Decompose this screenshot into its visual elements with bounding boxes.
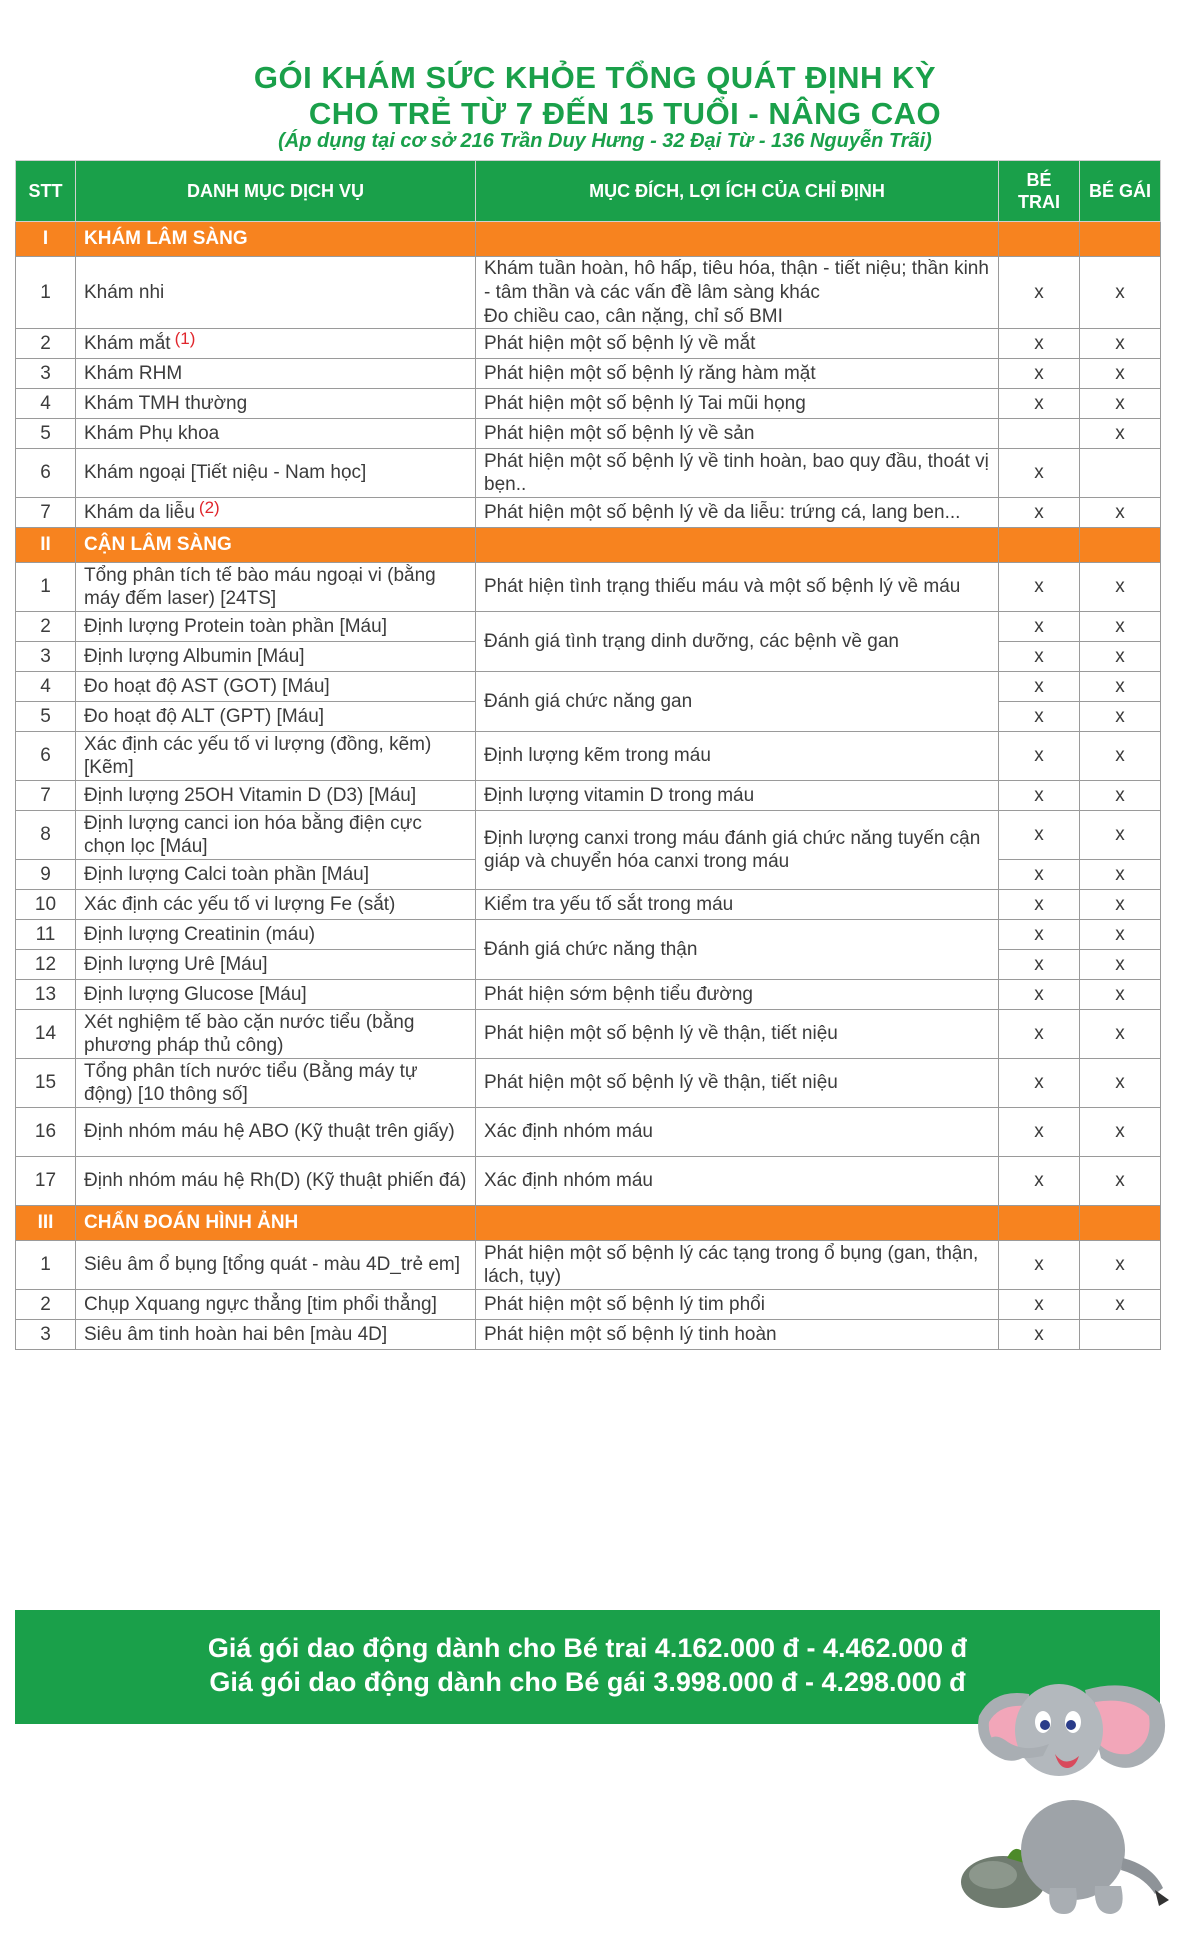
section-title: CHẨN ĐOÁN HÌNH ẢNH <box>76 1206 476 1241</box>
row-stt: 4 <box>16 389 76 419</box>
row-service <box>76 329 476 359</box>
table-row <box>16 449 1161 498</box>
row-purpose <box>476 890 999 920</box>
service-name: Xác định các yếu tố vi lượng (đồng, kẽm) [Kẽm] <box>84 733 432 779</box>
row-stt: 6 <box>16 732 76 781</box>
section-row <box>16 1206 1161 1241</box>
row-stt: 12 <box>16 950 76 980</box>
row-service <box>76 257 476 329</box>
row-purpose <box>476 1157 999 1206</box>
section-number: III <box>16 1206 76 1241</box>
row-service <box>76 702 476 732</box>
table-row <box>16 419 1161 449</box>
row-purpose <box>476 329 999 359</box>
row-boy-check: x <box>999 950 1080 980</box>
section-fill <box>999 1206 1080 1241</box>
row-boy-check: x <box>999 563 1080 612</box>
row-service <box>76 920 476 950</box>
section-title: CẬN LÂM SÀNG <box>76 528 476 563</box>
row-stt: 4 <box>16 672 76 702</box>
row-purpose <box>476 1290 999 1320</box>
table-row <box>16 920 1161 950</box>
table-row <box>16 1290 1161 1320</box>
section-fill <box>476 528 999 563</box>
table-row <box>16 389 1161 419</box>
row-service <box>76 1010 476 1059</box>
table-row <box>16 563 1161 612</box>
table-row <box>16 1157 1161 1206</box>
service-name: Khám da liễu <box>84 501 195 523</box>
section-fill <box>999 222 1080 257</box>
service-name: Khám ngoại [Tiết niệu - Nam học] <box>84 462 367 484</box>
row-service <box>76 1108 476 1157</box>
service-name: Tổng phân tích tế bào máu ngoại vi (bằng máy đếm laser) [24TS] <box>84 564 436 610</box>
row-service <box>76 1157 476 1206</box>
row-service <box>76 781 476 811</box>
row-stt: 3 <box>16 642 76 672</box>
row-boy-check: x <box>999 732 1080 781</box>
purpose-line: Phát hiện một số bệnh lý về tinh hoàn, bao quy đầu, thoát vị bẹn.. <box>484 450 989 496</box>
row-stt: 14 <box>16 1010 76 1059</box>
purpose-line: Phát hiện một số bệnh lý tim phổi <box>484 1293 765 1315</box>
row-service <box>76 563 476 612</box>
purpose-line: Kiểm tra yếu tố sắt trong máu <box>484 893 734 915</box>
row-service <box>76 950 476 980</box>
row-purpose <box>476 811 999 890</box>
row-stt: 2 <box>16 1290 76 1320</box>
row-purpose <box>476 1059 999 1108</box>
service-name: Khám mắt <box>84 332 171 354</box>
table-row <box>16 1241 1161 1290</box>
purpose-line: Phát hiện một số bệnh lý về sản <box>484 422 755 444</box>
service-name: Siêu âm ổ bụng [tổng quát - màu 4D_trẻ em] <box>84 1254 460 1276</box>
table-row <box>16 672 1161 702</box>
row-girl-check: x <box>1080 781 1161 811</box>
row-stt: 16 <box>16 1108 76 1157</box>
row-girl-check: x <box>1080 359 1161 389</box>
row-boy-check: x <box>999 329 1080 359</box>
row-girl-check: x <box>1080 563 1161 612</box>
row-girl-check: x <box>1080 612 1161 642</box>
footnote-marker: (2) <box>198 497 220 517</box>
row-boy-check: x <box>999 781 1080 811</box>
row-boy-check: x <box>999 257 1080 329</box>
row-service <box>76 860 476 890</box>
elephant-mascot-icon <box>955 1650 1185 1930</box>
row-purpose <box>476 419 999 449</box>
row-purpose <box>476 1108 999 1157</box>
row-girl-check: x <box>1080 672 1161 702</box>
row-stt: 1 <box>16 257 76 329</box>
row-boy-check: x <box>999 359 1080 389</box>
footnote-marker: (1) <box>174 328 196 348</box>
row-service <box>76 1059 476 1108</box>
service-name: Chụp Xquang ngực thẳng [tim phổi thẳng] <box>84 1293 437 1315</box>
purpose-line: Phát hiện tình trạng thiếu máu và một số bệnh lý về máu <box>484 576 961 598</box>
row-girl-check: x <box>1080 1290 1161 1320</box>
row-stt: 1 <box>16 563 76 612</box>
row-girl-check <box>1080 449 1161 498</box>
table-header-row <box>16 161 1161 222</box>
service-name: Siêu âm tinh hoàn hai bên [màu 4D] <box>84 1323 388 1345</box>
row-purpose <box>476 781 999 811</box>
service-name: Tổng phân tích nước tiểu (Bằng máy tự động) [10 thông số] <box>84 1060 418 1106</box>
service-name: Khám nhi <box>84 281 165 303</box>
section-title: KHÁM LÂM SÀNG <box>76 222 476 257</box>
service-table <box>15 160 1161 1350</box>
row-purpose <box>476 449 999 498</box>
row-purpose <box>476 389 999 419</box>
row-boy-check: x <box>999 612 1080 642</box>
row-girl-check: x <box>1080 1059 1161 1108</box>
row-stt: 5 <box>16 419 76 449</box>
table-body <box>16 222 1161 1350</box>
table-row <box>16 1320 1161 1350</box>
table-row <box>16 1108 1161 1157</box>
row-boy-check: x <box>999 642 1080 672</box>
row-boy-check: x <box>999 1059 1080 1108</box>
row-service <box>76 1290 476 1320</box>
row-stt: 3 <box>16 1320 76 1350</box>
row-service <box>76 389 476 419</box>
row-purpose <box>476 498 999 528</box>
purpose-line: Phát hiện một số bệnh lý Tai mũi họng <box>484 392 806 414</box>
service-name: Định nhóm máu hệ Rh(D) (Kỹ thuật phiến đá) <box>84 1170 467 1192</box>
row-service <box>76 359 476 389</box>
row-stt: 13 <box>16 980 76 1010</box>
row-girl-check: x <box>1080 860 1161 890</box>
price-boy: Giá gói dao động dành cho Bé trai 4.162.000 đ - 4.462.000 đ <box>207 1633 968 1663</box>
locations-note: (Áp dụng tại cơ sở 216 Trần Duy Hưng - 32 Đại Từ - 136 Nguyễn Trãi) <box>278 130 932 152</box>
table-row <box>16 980 1161 1010</box>
row-stt: 6 <box>16 449 76 498</box>
row-service <box>76 672 476 702</box>
row-purpose <box>476 1010 999 1059</box>
purpose-line: Định lượng kẽm trong máu <box>484 745 711 767</box>
row-purpose <box>476 672 999 732</box>
purpose-line: Phát hiện một số bệnh lý các tạng trong ổ bụng (gan, thận, lách, tụy) <box>484 1242 979 1288</box>
row-purpose <box>476 980 999 1010</box>
service-name: Đo hoạt độ ALT (GPT) [Máu] <box>84 705 325 727</box>
row-girl-check: x <box>1080 257 1161 329</box>
row-stt: 3 <box>16 359 76 389</box>
purpose-line: Đánh giá tình trạng dinh dưỡng, các bệnh về gan <box>484 630 899 652</box>
row-boy-check: x <box>999 672 1080 702</box>
service-name: Định lượng Protein toàn phần [Máu] <box>84 615 387 637</box>
purpose-line: Xác định nhóm máu <box>484 1121 653 1143</box>
table-row <box>16 498 1161 528</box>
row-girl-check: x <box>1080 1108 1161 1157</box>
row-purpose <box>476 732 999 781</box>
row-purpose <box>476 920 999 980</box>
row-girl-check: x <box>1080 389 1161 419</box>
row-girl-check: x <box>1080 419 1161 449</box>
row-stt: 17 <box>16 1157 76 1206</box>
section-fill <box>476 1206 999 1241</box>
table-row <box>16 1059 1161 1108</box>
row-stt: 2 <box>16 329 76 359</box>
row-boy-check: x <box>999 860 1080 890</box>
row-boy-check: x <box>999 449 1080 498</box>
purpose-line: Đánh giá chức năng gan <box>484 690 693 712</box>
section-fill <box>1080 528 1161 563</box>
service-name: Định nhóm máu hệ ABO (Kỹ thuật trên giấy) <box>84 1121 455 1143</box>
purpose-line: Định lượng vitamin D trong máu <box>484 784 755 806</box>
row-girl-check: x <box>1080 811 1161 860</box>
service-name: Định lượng 25OH Vitamin D (D3) [Máu] <box>84 784 417 806</box>
row-purpose <box>476 612 999 672</box>
row-girl-check: x <box>1080 1157 1161 1206</box>
service-name: Định lượng Glucose [Máu] <box>84 983 307 1005</box>
row-boy-check: x <box>999 1320 1080 1350</box>
row-service <box>76 811 476 860</box>
table-row <box>16 781 1161 811</box>
purpose-line: Phát hiện một số bệnh lý tinh hoàn <box>484 1323 777 1345</box>
purpose-line: Phát hiện một số bệnh lý về thận, tiết niệu <box>484 1072 838 1094</box>
table-row <box>16 732 1161 781</box>
row-girl-check: x <box>1080 950 1161 980</box>
row-stt: 9 <box>16 860 76 890</box>
row-boy-check: x <box>999 920 1080 950</box>
row-stt: 10 <box>16 890 76 920</box>
row-purpose <box>476 257 999 329</box>
service-name: Xét nghiệm tế bào cặn nước tiểu (bằng phương pháp thủ công) <box>84 1011 415 1057</box>
row-boy-check: x <box>999 1290 1080 1320</box>
row-service <box>76 612 476 642</box>
row-girl-check: x <box>1080 642 1161 672</box>
col-service: DANH MỤC DỊCH VỤ <box>76 161 476 222</box>
col-girl: BÉ GÁI <box>1080 161 1161 222</box>
row-boy-check: x <box>999 498 1080 528</box>
purpose-line: Định lượng canxi trong máu đánh giá chức năng tuyến cận giáp và chuyển hóa canxi trong máu <box>484 827 981 873</box>
purpose-line: Đánh giá chức năng thận <box>484 938 698 960</box>
row-stt: 8 <box>16 811 76 860</box>
section-number: II <box>16 528 76 563</box>
row-stt: 7 <box>16 498 76 528</box>
page-title: GÓI KHÁM SỨC KHỎE TỔNG QUÁT ĐỊNH KỲ <box>253 60 937 95</box>
row-service <box>76 498 476 528</box>
row-service <box>76 732 476 781</box>
row-boy-check <box>999 419 1080 449</box>
row-service <box>76 419 476 449</box>
row-service <box>76 642 476 672</box>
section-number: I <box>16 222 76 257</box>
table-row <box>16 890 1161 920</box>
col-purpose: MỤC ĐÍCH, LỢI ÍCH CỦA CHỈ ĐỊNH <box>476 161 999 222</box>
section-fill <box>999 528 1080 563</box>
purpose-line: Đo chiều cao, cân nặng, chỉ số BMI <box>484 305 783 327</box>
service-name: Khám TMH thường <box>84 392 248 414</box>
row-purpose <box>476 359 999 389</box>
row-purpose <box>476 1320 999 1350</box>
table-row <box>16 329 1161 359</box>
row-stt: 15 <box>16 1059 76 1108</box>
row-girl-check: x <box>1080 890 1161 920</box>
row-service <box>76 1320 476 1350</box>
row-boy-check: x <box>999 890 1080 920</box>
service-name: Xác định các yếu tố vi lượng Fe (sắt) <box>84 893 396 915</box>
service-name: Định lượng canci ion hóa bằng điện cực chọn lọc [Máu] <box>84 812 422 858</box>
row-purpose <box>476 1241 999 1290</box>
purpose-line: Xác định nhóm máu <box>484 1170 653 1192</box>
section-fill <box>1080 222 1161 257</box>
row-girl-check: x <box>1080 980 1161 1010</box>
row-service <box>76 1241 476 1290</box>
row-girl-check: x <box>1080 1241 1161 1290</box>
purpose-line: Phát hiện sớm bệnh tiểu đường <box>484 983 753 1005</box>
row-service <box>76 449 476 498</box>
row-boy-check: x <box>999 702 1080 732</box>
row-girl-check: x <box>1080 1010 1161 1059</box>
row-girl-check <box>1080 1320 1161 1350</box>
table-row <box>16 257 1161 329</box>
section-row <box>16 528 1161 563</box>
row-boy-check: x <box>999 389 1080 419</box>
row-girl-check: x <box>1080 702 1161 732</box>
row-stt: 2 <box>16 612 76 642</box>
section-fill <box>1080 1206 1161 1241</box>
row-boy-check: x <box>999 1010 1080 1059</box>
service-name: Khám RHM <box>84 362 183 384</box>
purpose-line: Phát hiện một số bệnh lý về da liễu: trứng cá, lang ben... <box>484 501 961 523</box>
row-purpose <box>476 563 999 612</box>
row-service <box>76 980 476 1010</box>
section-row <box>16 222 1161 257</box>
purpose-line: Phát hiện một số bệnh lý răng hàm mặt <box>484 362 816 384</box>
row-girl-check: x <box>1080 732 1161 781</box>
col-boy: BÉ TRAI <box>999 161 1080 222</box>
price-girl: Giá gói dao động dành cho Bé gái 3.998.000 đ - 4.298.000 đ <box>209 1667 966 1697</box>
row-stt: 1 <box>16 1241 76 1290</box>
row-stt: 5 <box>16 702 76 732</box>
row-girl-check: x <box>1080 920 1161 950</box>
section-fill <box>476 222 999 257</box>
row-girl-check: x <box>1080 498 1161 528</box>
service-name: Định lượng Calci toàn phần [Máu] <box>84 863 369 885</box>
purpose-line: Phát hiện một số bệnh lý về thận, tiết niệu <box>484 1023 838 1045</box>
purpose-line: Khám tuần hoàn, hô hấp, tiêu hóa, thận - tiết niệu; thần kinh - tâm thần và các vấn đề lâm sàng khác <box>484 258 989 303</box>
col-stt: STT <box>16 161 76 222</box>
row-boy-check: x <box>999 1241 1080 1290</box>
service-name: Định lượng Creatinin (máu) <box>84 923 316 945</box>
row-boy-check: x <box>999 811 1080 860</box>
page-subtitle: CHO TRẺ TỪ 7 ĐẾN 15 TUỔI - NÂNG CAO <box>308 96 942 131</box>
row-boy-check: x <box>999 1108 1080 1157</box>
table-row <box>16 359 1161 389</box>
service-name: Đo hoạt độ AST (GOT) [Máu] <box>84 675 330 697</box>
service-name: Định lượng Urê [Máu] <box>84 953 268 975</box>
purpose-line: Phát hiện một số bệnh lý về mắt <box>484 332 756 354</box>
service-name: Khám Phụ khoa <box>84 422 220 444</box>
row-girl-check: x <box>1080 329 1161 359</box>
row-boy-check: x <box>999 980 1080 1010</box>
table-row <box>16 811 1161 860</box>
row-boy-check: x <box>999 1157 1080 1206</box>
row-stt: 11 <box>16 920 76 950</box>
table-row <box>16 1010 1161 1059</box>
row-service <box>76 890 476 920</box>
service-name: Định lượng Albumin [Máu] <box>84 645 305 667</box>
row-stt: 7 <box>16 781 76 811</box>
table-row <box>16 612 1161 642</box>
